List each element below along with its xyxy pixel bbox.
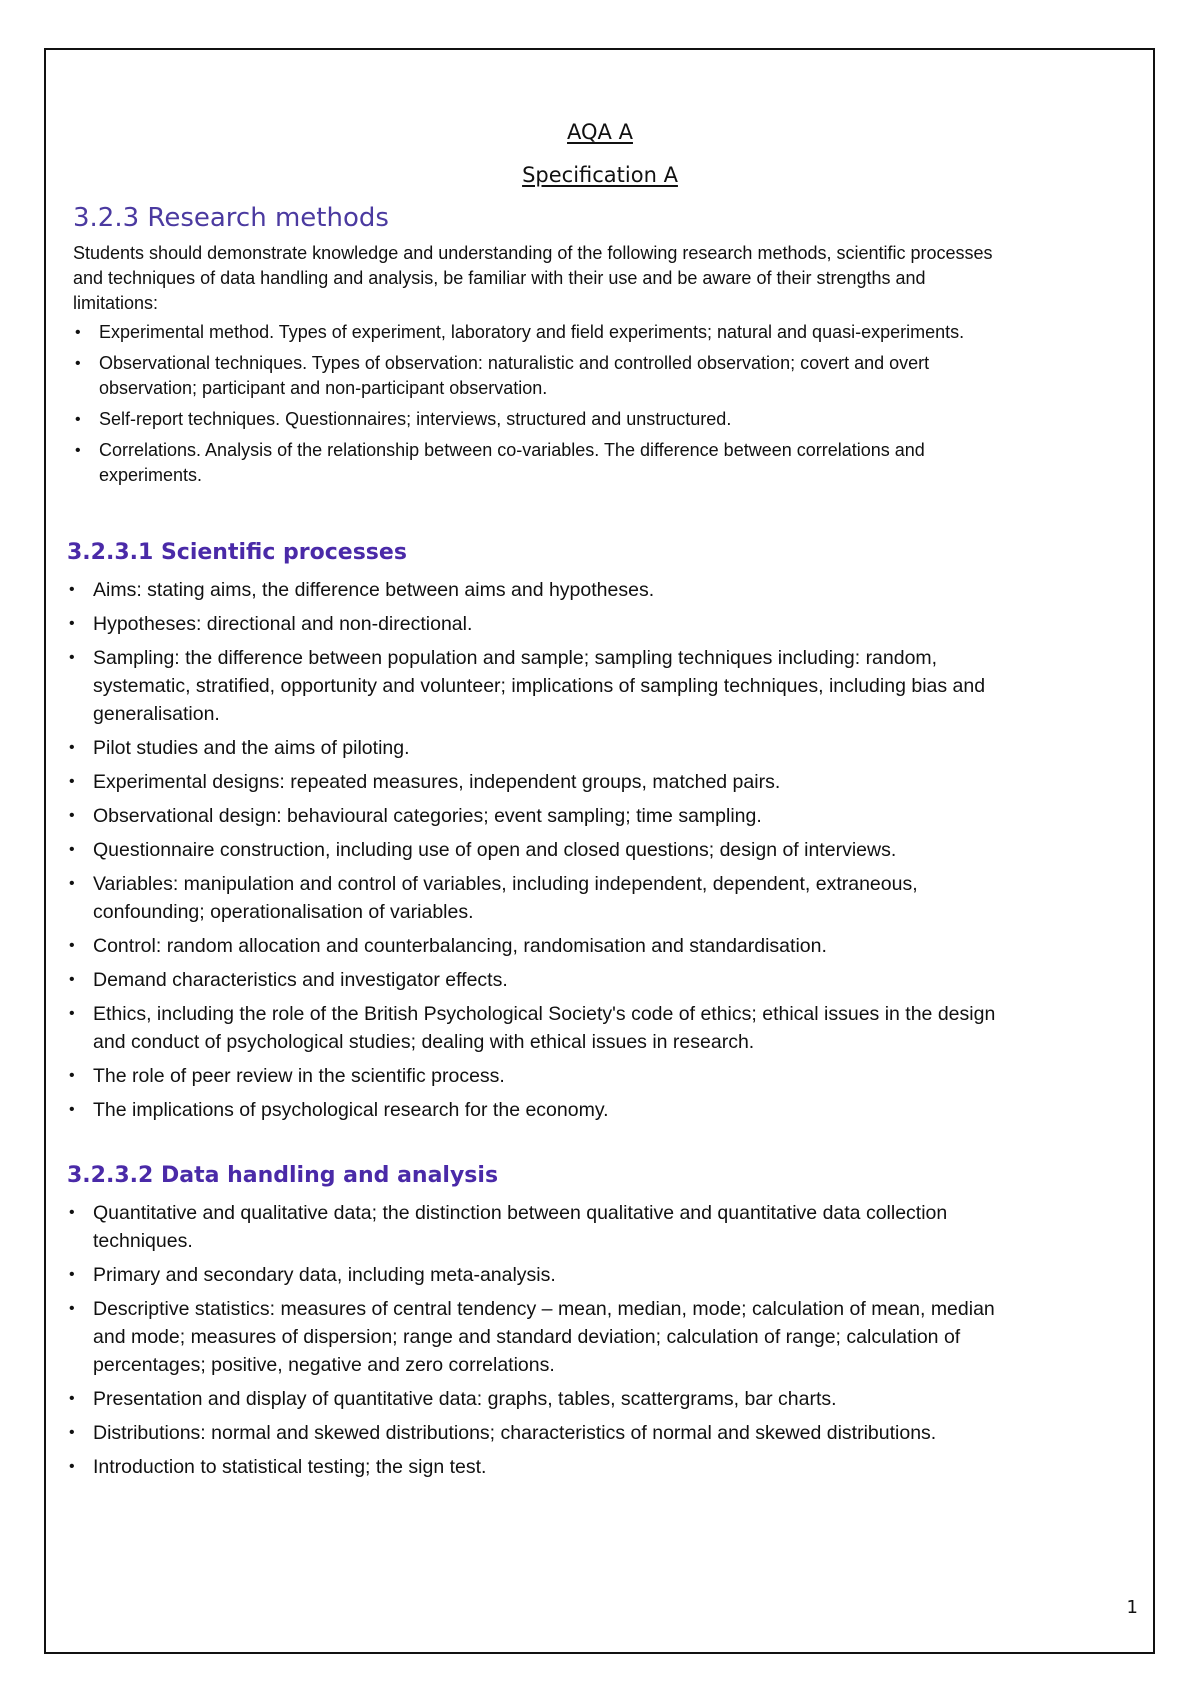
scientific-processes-list (67, 576, 1017, 1130)
page-number: 1 (1126, 1597, 1138, 1618)
list-item: • Observational techniques. Types of observation: naturalistic and controlled observation; covert and overt observation; participant and non-participant observation. (75, 353, 930, 398)
list-item: • Hypotheses: directional and non-directional. (67, 610, 1017, 638)
list-item: • Aims: stating aims, the difference between aims and hypotheses. (67, 576, 1017, 604)
bullet-icon: • (69, 875, 75, 892)
research-methods-intro: Students should demonstrate knowledge and understanding of the following research methods, scientific processes and techniques of data handling and analysis, be familiar with their use and be aware of their strengths and limitations: (73, 243, 993, 313)
bullet-icon: • (69, 1266, 75, 1283)
list-item: • Pilot studies and the aims of piloting. (67, 734, 1017, 762)
data-handling-list (67, 1199, 1017, 1487)
list-item: • The implications of psychological research for the economy. (67, 1096, 1017, 1124)
bullet-icon: • (69, 807, 75, 824)
bullet-icon: • (69, 649, 75, 666)
bullet-icon: • (69, 1067, 75, 1084)
bullet-icon: • (69, 1458, 75, 1475)
list-item: • Variables: manipulation and control of variables, including independent, dependent, extraneous, confounding; operationalisation of variables. (67, 870, 1017, 926)
bullet-icon: • (69, 773, 75, 790)
bullet-icon: • (69, 971, 75, 988)
list-item: • Self-report techniques. Questionnaires; interviews, structured and unstructured. (73, 407, 1003, 432)
bullet-icon: • (75, 442, 81, 459)
bullet-icon: • (75, 324, 81, 341)
list-item: • Descriptive statistics: measures of central tendency – mean, median, mode; calculation of mean, median and mode; measures of dispersion; range and standard deviation; calculation of range; calculation of percentages; positive, negative and zero correlations. (67, 1295, 1017, 1379)
bullet-icon: • (69, 739, 75, 756)
bullet-icon: • (69, 581, 75, 598)
list-item: • Control: random allocation and counterbalancing, randomisation and standardisation. (67, 932, 1017, 960)
bullet-icon: • (69, 841, 75, 858)
bullet-icon: • (69, 1390, 75, 1407)
list-item: • Distributions: normal and skewed distributions; characteristics of normal and skewed distributions. (67, 1419, 1017, 1447)
bullet-icon: • (69, 1005, 75, 1022)
list-item: • The role of peer review in the scientific process. (67, 1062, 1017, 1090)
list-item: • Ethics, including the role of the British Psychological Society's code of ethics; ethical issues in the design and conduct of psychological studies; dealing with ethical issues in research. (67, 1000, 1017, 1056)
list-item: • Presentation and display of quantitative data: graphs, tables, scattergrams, bar charts. (67, 1385, 1017, 1413)
list-item: • Observational design: behavioural categories; event sampling; time sampling. (67, 802, 1017, 830)
bullet-icon: • (69, 1204, 75, 1221)
scientific-processes-heading: 3.2.3.1 Scientific processes (67, 540, 407, 565)
list-item: • Quantitative and qualitative data; the distinction between qualitative and quantitative data collection techniques. (67, 1199, 1017, 1255)
document-title: AQA A (567, 120, 633, 144)
list-item: • Sampling: the difference between population and sample; sampling techniques including: random, systematic, stratified, opportunity and volunteer; implications of sampling techniques, including bias and generalisation. (67, 644, 1017, 728)
list-item: • Experimental method. Types of experiment, laboratory and field experiments; natural and quasi-experiments. (73, 320, 1003, 345)
bullet-icon: • (69, 937, 75, 954)
bullet-icon: • (69, 1101, 75, 1118)
bullet-icon: • (75, 411, 81, 428)
bullet-icon: • (69, 1424, 75, 1441)
list-item: • Experimental designs: repeated measures, independent groups, matched pairs. (67, 768, 1017, 796)
data-handling-heading: 3.2.3.2 Data handling and analysis (67, 1163, 499, 1188)
bullet-icon: • (69, 1300, 75, 1317)
list-item: • Questionnaire construction, including use of open and closed questions; design of interviews. (67, 836, 1017, 864)
research-methods-heading: 3.2.3 Research methods (73, 203, 389, 233)
bullet-icon: • (69, 615, 75, 632)
list-item: • Primary and secondary data, including meta-analysis. (67, 1261, 1017, 1289)
list-item: • Correlations. Analysis of the relationship between co-variables. The difference between correlations and experiments. (75, 440, 925, 485)
document-subtitle: Specification A (522, 163, 678, 187)
bullet-icon: • (75, 355, 81, 372)
research-methods-list (73, 320, 1003, 494)
list-item: • Demand characteristics and investigator effects. (67, 966, 1017, 994)
list-item: • Introduction to statistical testing; the sign test. (67, 1453, 1017, 1481)
